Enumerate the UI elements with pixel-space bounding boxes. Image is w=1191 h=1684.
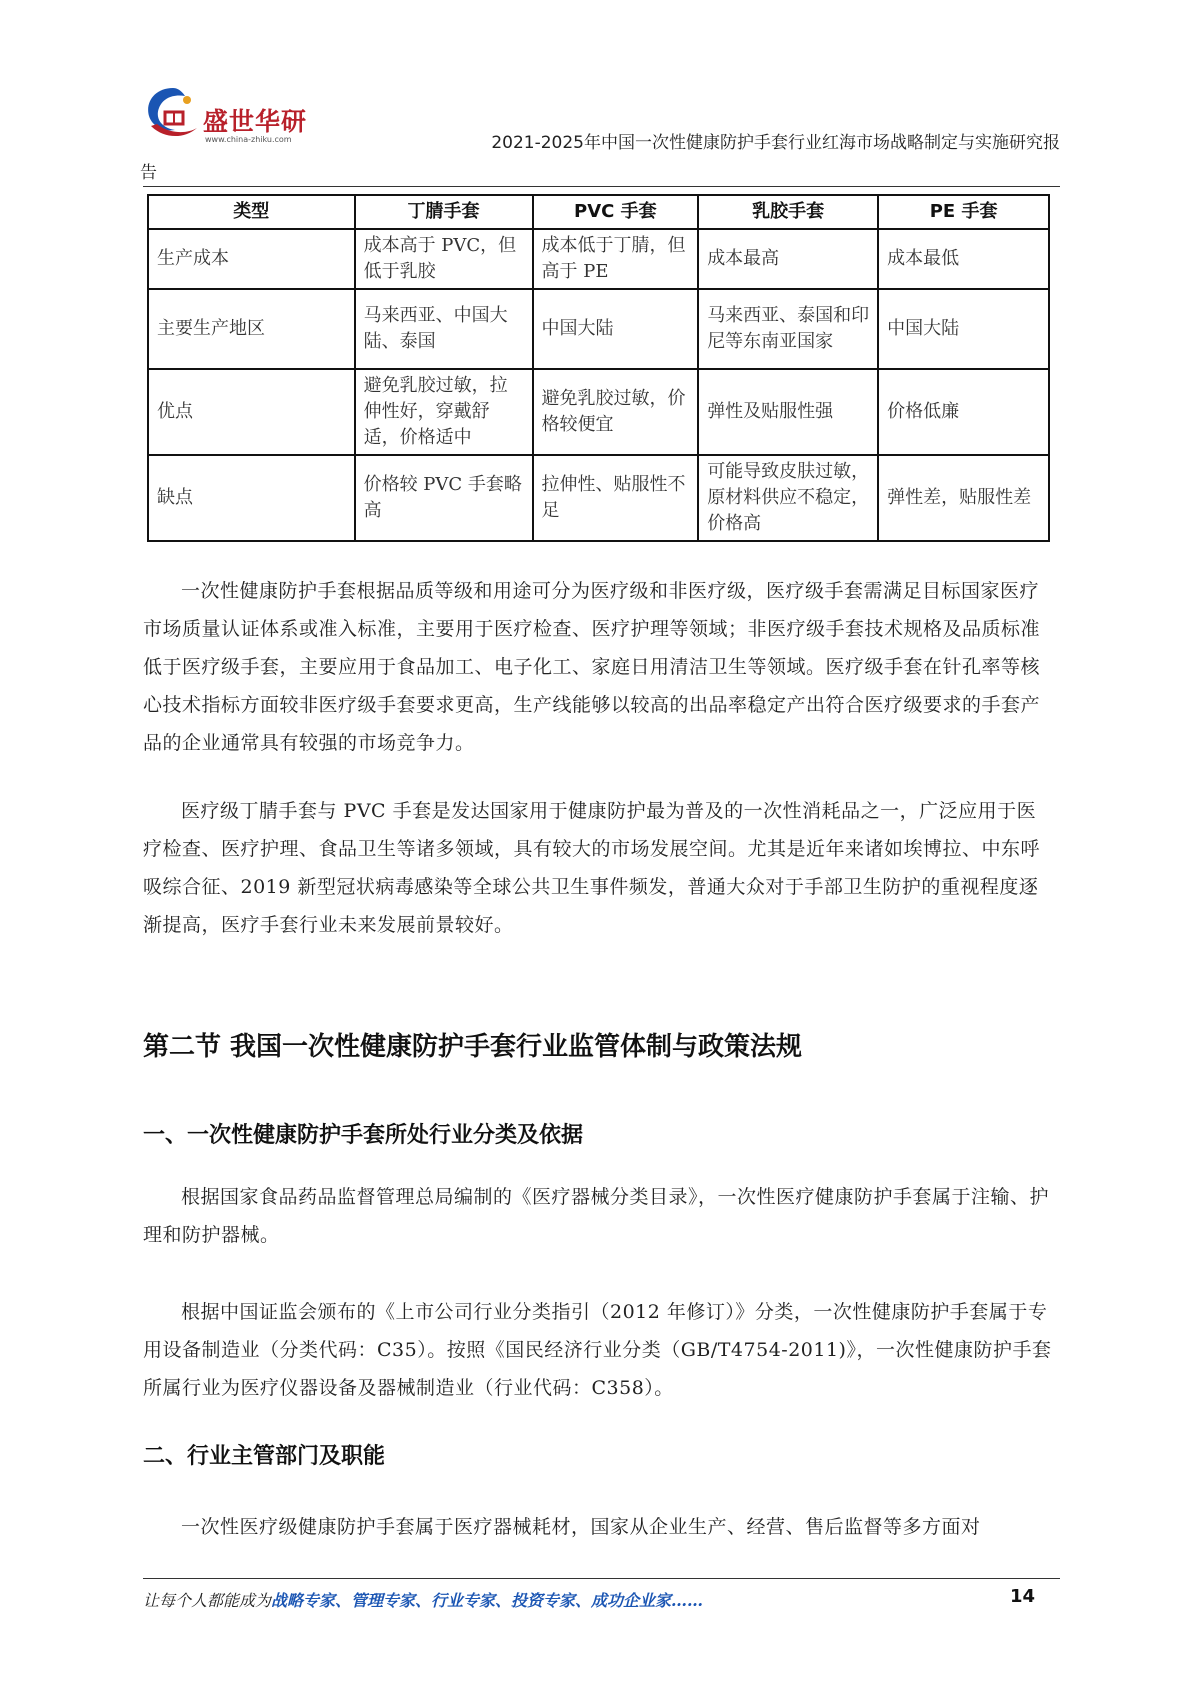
report-title [140,128,1060,188]
report-title-line2: 告 [140,163,157,183]
table-cell: 中国大陆 [533,289,699,369]
table-cell: 成本最低 [878,229,1049,289]
table-cell: 避免乳胶过敏，拉伸性好，穿戴舒适，价格适中 [355,369,533,455]
page-number: 14 [1010,1586,1036,1607]
subsection-title-classification: 一、一次性健康防护手套所处行业分类及依据 [143,1123,584,1148]
logo-url: www.china-zhiku.com [205,135,292,144]
table-cell: 成本低于丁腈，但高于 PE [533,229,699,289]
table-cell: 缺点 [148,455,355,541]
table-cell: 避免乳胶过敏，价格较便宜 [533,369,699,455]
table-header-cell: 类型 [148,195,355,229]
table-header-cell: PE 手套 [878,195,1049,229]
table-cell: 中国大陆 [878,289,1049,369]
table-cell: 价格较 PVC 手套略高 [355,455,533,541]
slogan-highlight: 战略专家、管理专家、行业专家、投资专家、成功企业家…… [271,1591,704,1610]
paragraph-regulation: 一次性医疗级健康防护手套属于医疗器械耗材，国家从企业生产、经营、售后监督等多方面对 [181,1516,981,1538]
footer-slogan [143,1588,703,1611]
table-header-cell: PVC 手套 [533,195,699,229]
table-row [148,289,1049,369]
table-cell: 成本最高 [698,229,878,289]
table-cell: 生产成本 [148,229,355,289]
logo-name: 盛世华研 [203,107,308,136]
table-header-row [148,195,1049,229]
section-title: 第二节 我国一次性健康防护手套行业监管体制与政策法规 [143,1032,803,1062]
slogan-prefix: 让每个人都能成为 [143,1591,272,1610]
table-cell: 可能导致皮肤过敏，原材料供应不稳定，价格高 [698,455,878,541]
paragraph-industry-codes: 根据中国证监会颁布的《上市公司行业分类指引（2012 年修订）》分类，一次性健康防护手套属于专用设备制造业（分类代码：C35）。按照《国民经济行业分类（GB/T4754-2011)》，一次性健康防护手套所属行业为医疗仪器设备及器械制造业（行业代码：C358）。 [143,1301,1052,1399]
glove-comparison-table [147,194,1050,542]
report-title-line1: 2021-2025年中国一次性健康防护手套行业红海市场战略制定与实施研究报 [491,133,1060,153]
table-cell: 弹性差，贴服性差 [878,455,1049,541]
table-cell: 价格低廉 [878,369,1049,455]
table-header-cell: 丁腈手套 [355,195,533,229]
footer-divider [143,1578,1060,1579]
table-cell: 马来西亚、泰国和印尼等东南亚国家 [698,289,878,369]
paragraph-nitrile-pvc: 医疗级丁腈手套与 PVC 手套是发达国家用于健康防护最为普及的一次性消耗品之一，广泛应用于医疗检查、医疗护理、食品卫生等诸多领域，具有较大的市场发展空间。尤其是近年来诸如埃博拉、中东呼吸综合征、2019 新型冠状病毒感染等全球公共卫生事件频发，普通大众对于手部卫生防护的重视程度逐渐提高，医疗手套行业未来发展前景较好。 [143,800,1041,936]
table-cell: 成本高于 PVC，但低于乳胶 [355,229,533,289]
table-cell: 马来西亚、中国大陆、泰国 [355,289,533,369]
table-cell: 优点 [148,369,355,455]
subsection-title-authorities: 二、行业主管部门及职能 [143,1444,386,1469]
table-cell: 主要生产地区 [148,289,355,369]
header-divider [143,186,1060,187]
table-row [148,455,1049,541]
paragraph-medical-grade: 一次性健康防护手套根据品质等级和用途可分为医疗级和非医疗级，医疗级手套需满足目标国家医疗市场质量认证体系或准入标准，主要用于医疗检查、医疗护理等领域；非医疗级手套技术规格及品质标准低于医疗级手套，主要应用于食品加工、电子化工、家庭日用清洁卫生等领域。医疗级手套在针孔率等核心技术指标方面较非医疗级手套要求更高，生产线能够以较高的出品率稳定产出符合医疗级要求的手套产品的企业通常具有较强的市场竞争力。 [143,580,1041,754]
table-cell: 弹性及贴服性强 [698,369,878,455]
table-header-cell: 乳胶手套 [698,195,878,229]
table-row [148,229,1049,289]
table-row [148,369,1049,455]
paragraph-device-catalog: 根据国家食品药品监督管理总局编制的《医疗器械分类目录》，一次性医疗健康防护手套属于注输、护理和防护器械。 [143,1186,1050,1246]
table-cell: 拉伸性、贴服性不足 [533,455,699,541]
